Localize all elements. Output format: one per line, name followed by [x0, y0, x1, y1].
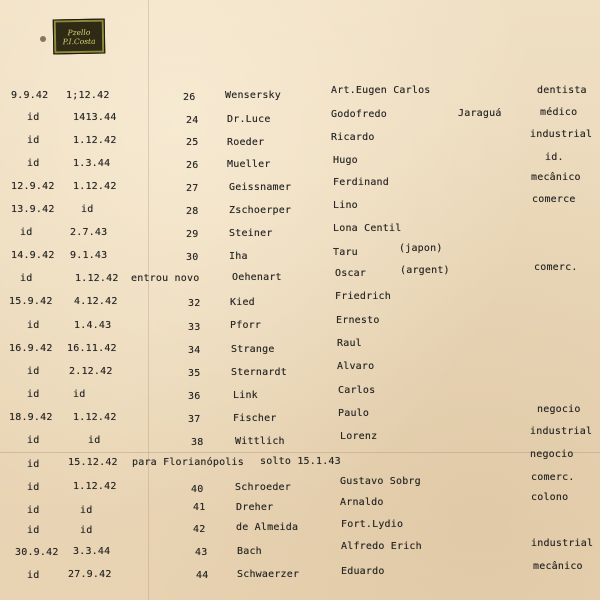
fold-crease-vertical — [148, 0, 149, 600]
row-occupation: mecânico — [531, 172, 581, 183]
row-number: 29 — [186, 229, 199, 240]
row-given-name: Paulo — [338, 408, 370, 419]
row-date2: 4.12.42 — [74, 296, 118, 307]
row-date: 9.9.42 — [11, 90, 49, 101]
row-surname: de Almeida — [236, 522, 299, 533]
row-given-name: Lona Centil — [333, 223, 402, 234]
row-given-name: Hugo — [333, 155, 358, 166]
row-date2: 2.7.43 — [70, 227, 108, 238]
row-occupation: comerce — [532, 194, 576, 205]
row-given-name: Alvaro — [337, 361, 375, 372]
row-number: 33 — [188, 322, 201, 333]
row-date: id — [20, 227, 33, 238]
row-surname: Wittlich — [235, 436, 285, 447]
row-date2: 1.12.42 — [73, 481, 117, 492]
row-surname: Steiner — [229, 228, 273, 239]
row-occupation: industrial — [531, 538, 594, 549]
row-number: 43 — [195, 547, 208, 558]
row-date: id — [27, 435, 40, 446]
row-given-name: Ferdinand — [333, 177, 389, 188]
row-surname: Oehenart — [232, 272, 282, 283]
row-surname: Iha — [229, 251, 248, 262]
row-occupation: industrial — [530, 129, 593, 140]
row-date: 30.9.42 — [15, 547, 59, 558]
row-given-name: Friedrich — [335, 291, 391, 302]
row-occupation: mecânico — [533, 561, 583, 572]
row-number: 25 — [186, 137, 199, 148]
row-number: 44 — [196, 570, 209, 581]
row-number: 30 — [186, 252, 199, 263]
row-date: id — [27, 459, 40, 470]
row-date2: 1.12.42 — [73, 135, 117, 146]
row-given-name: Godofredo — [331, 109, 387, 120]
row-surname: Pforr — [230, 320, 262, 331]
row-given-name: Eduardo — [341, 566, 385, 577]
row-nationality: (argent) — [400, 265, 450, 276]
row-number: 28 — [186, 206, 199, 217]
row-date: id — [27, 158, 40, 169]
row-surname: Mueller — [227, 159, 271, 170]
row-given-name: Taru — [333, 247, 358, 258]
row-given-name: Alfredo Erich — [341, 541, 422, 552]
row-date2: id — [80, 525, 93, 536]
row-surname: Sternardt — [231, 367, 287, 378]
row-number: 35 — [188, 368, 201, 379]
row-occupation: médico — [540, 107, 578, 118]
row-date: id — [27, 366, 40, 377]
row-given-name: Lorenz — [340, 431, 378, 442]
row-date: id — [27, 482, 40, 493]
row-occupation: comerc. — [534, 262, 578, 273]
row-given-name: Carlos — [338, 385, 376, 396]
row-occupation: dentista — [537, 85, 587, 96]
row-date: 13.9.42 — [11, 204, 55, 215]
row-date2: 1.3.44 — [73, 158, 111, 169]
row-date: id — [27, 320, 40, 331]
row-surname: Kied — [230, 297, 255, 308]
row-date2: 2.12.42 — [69, 366, 113, 377]
row-date: id — [27, 570, 40, 581]
row-date: id — [27, 505, 40, 516]
row-date: id — [20, 273, 33, 284]
stamp-line-1: Pzello — [67, 27, 91, 37]
row-surname: Strange — [231, 344, 275, 355]
row-surname: Geissnamer — [229, 182, 292, 193]
note-florianopolis: para Florianópolis — [132, 457, 244, 468]
row-given-name: Arnaldo — [340, 497, 384, 508]
stamp-line-2: P.I.Costa — [62, 36, 96, 46]
row-date2: id — [73, 389, 86, 400]
row-place: Jaraguá — [458, 108, 502, 119]
row-date: 15.9.42 — [9, 296, 53, 307]
row-number: 40 — [191, 484, 204, 495]
row-date: id — [27, 525, 40, 536]
row-given-name: Art.Eugen Carlos — [331, 85, 431, 96]
row-given-name: Raul — [337, 338, 362, 349]
row-date2: 1413.44 — [73, 112, 117, 123]
punch-hole — [40, 36, 46, 42]
row-date2: 16.11.42 — [67, 343, 117, 354]
row-date2: 1;12.42 — [66, 90, 110, 101]
row-date2: 15.12.42 — [68, 457, 118, 468]
row-surname: Wensersky — [225, 90, 281, 101]
row-date: id — [27, 135, 40, 146]
row-date2: id — [81, 204, 94, 215]
row-surname: Link — [233, 390, 258, 401]
postage-stamp — [53, 19, 106, 55]
note-entrou-novo: entrou novo — [131, 273, 200, 284]
row-number: 38 — [191, 437, 204, 448]
row-date2: 27.9.42 — [68, 569, 112, 580]
row-nationality: (japon) — [399, 243, 443, 254]
row-date2: id — [80, 505, 93, 516]
row-date: id — [27, 112, 40, 123]
row-number: 37 — [188, 414, 201, 425]
row-surname: Dr.Luce — [227, 114, 271, 125]
row-number: 32 — [188, 298, 201, 309]
row-given-name: Oscar — [335, 268, 367, 279]
row-date: 18.9.42 — [9, 412, 53, 423]
row-date2: 1.12.42 — [73, 412, 117, 423]
row-surname: Bach — [237, 546, 262, 557]
row-given-name: Ricardo — [331, 132, 375, 143]
row-date: 14.9.42 — [11, 250, 55, 261]
note-solto: solto 15.1.43 — [260, 456, 341, 467]
row-given-name: Fort.Lydio — [341, 519, 404, 530]
row-date2: 3.3.44 — [73, 546, 111, 557]
row-surname: Roeder — [227, 137, 265, 148]
row-number: 27 — [186, 183, 199, 194]
row-surname: Fischer — [233, 413, 277, 424]
row-surname: Schroeder — [235, 482, 291, 493]
row-date: id — [27, 389, 40, 400]
row-given-name: Gustavo Sobrg — [340, 476, 421, 487]
row-occupation: industrial — [530, 426, 593, 437]
row-number: 24 — [186, 115, 199, 126]
row-occupation: comerc. — [531, 472, 575, 483]
row-date2: 9.1.43 — [70, 250, 108, 261]
row-date: 16.9.42 — [9, 343, 53, 354]
row-date2: id — [88, 435, 101, 446]
row-number: 41 — [193, 502, 206, 513]
row-surname: Zschoerper — [229, 205, 292, 216]
row-date: 12.9.42 — [11, 181, 55, 192]
row-given-name: Lino — [333, 200, 358, 211]
row-given-name: Ernesto — [336, 315, 380, 326]
row-number: 26 — [186, 160, 199, 171]
row-number: 42 — [193, 524, 206, 535]
row-number: 26 — [183, 92, 196, 103]
row-occupation: negocio — [530, 449, 574, 460]
row-date2: 1.12.42 — [75, 273, 119, 284]
row-date2: 1.4.43 — [74, 320, 112, 331]
row-number: 34 — [188, 345, 201, 356]
row-occupation: id. — [545, 152, 564, 163]
row-occupation: colono — [531, 492, 569, 503]
row-surname: Schwaerzer — [237, 569, 300, 580]
row-occupation: negocio — [537, 404, 581, 415]
row-date2: 1.12.42 — [73, 181, 117, 192]
fold-crease-horizontal — [0, 452, 600, 453]
row-number: 36 — [188, 391, 201, 402]
row-surname: Dreher — [236, 502, 274, 513]
